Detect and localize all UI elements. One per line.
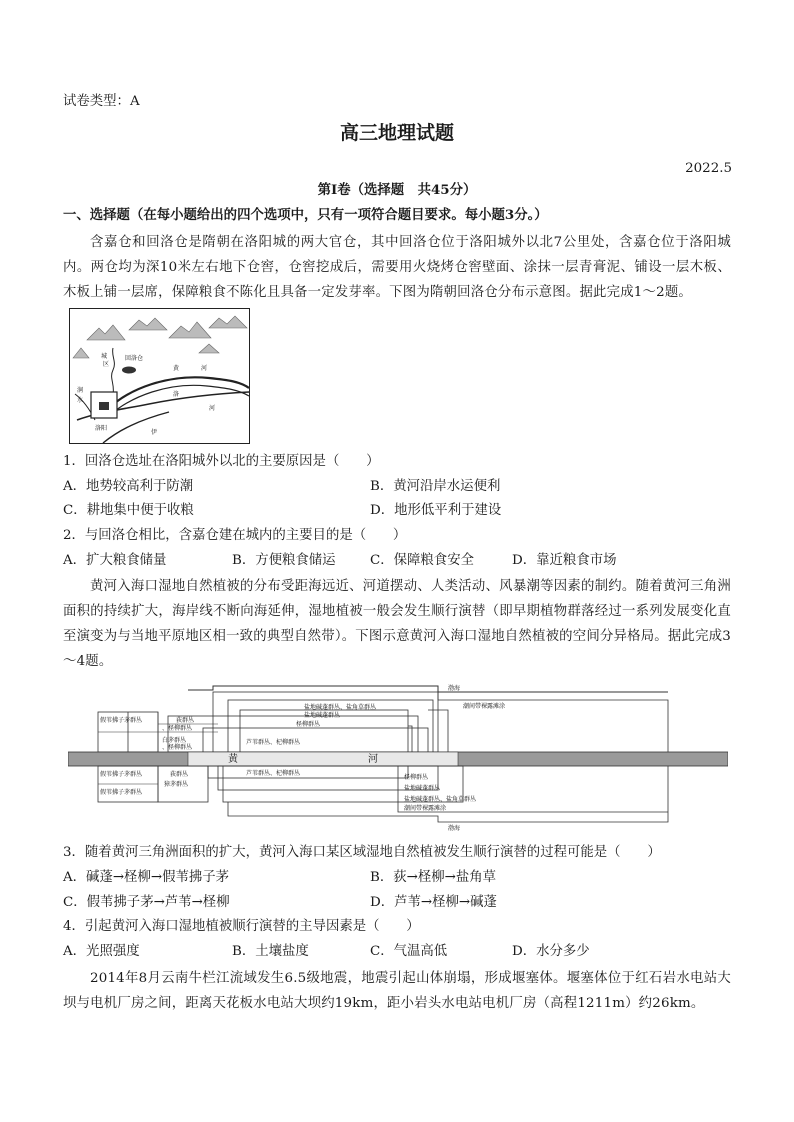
section-heading: 一、选择题（在每小题给出的四个选项中，只有一项符合题目要求。每小题3分。）: [63, 207, 548, 223]
svg-text:洛阳: 洛阳: [95, 425, 108, 432]
svg-text:洛: 洛: [173, 391, 180, 398]
exam-type: 试卷类型：A: [63, 94, 140, 109]
question-3-stem: 3．随着黄河三角洲面积的扩大，黄河入海口某区域湿地自然植被发生顺行演替的过程可能是（ ）: [63, 845, 661, 860]
svg-text:芦苇群丛、杞柳群丛: 芦苇群丛、杞柳群丛: [246, 739, 301, 746]
svg-text:盐地碱蓬群丛: 盐地碱蓬群丛: [404, 785, 441, 792]
question-2-option-c[interactable]: C．保障粮食安全: [370, 553, 474, 568]
svg-text:伊: 伊: [151, 429, 158, 436]
question-3-option-c[interactable]: C．假苇拂子茅→芦苇→柽柳: [63, 895, 230, 910]
question-4-option-d[interactable]: D．水分多少: [512, 944, 590, 959]
svg-text:黄: 黄: [228, 754, 238, 765]
svg-text:水: 水: [77, 397, 84, 404]
wetland-vegetation-diagram: [68, 682, 728, 832]
svg-text:潮间带裸露滩涂: 潮间带裸露滩涂: [404, 805, 447, 812]
passage-granary: 含嘉仓和回洛仓是隋朝在洛阳城的两大官仓，其中回洛仓位于洛阳城外以北7公里处，含嘉仓位于洛阳城内。两仓均为深10米左右地下仓窖，仓窖挖成后，需要用火烧烤仓窖壁面、涂抹一层青膏泥、铺设一层木板、木板上铺一层席，保障粮食不陈化且具备一定发芽率。下图为隋朝回洛仓分布示意图。据此完成1～2题。: [63, 235, 731, 300]
svg-text:假苇拂子茅群丛: 假苇拂子茅群丛: [100, 771, 143, 778]
huiluocang-marker: [122, 367, 136, 374]
question-1-option-d[interactable]: D．地形低平利于建设: [370, 503, 502, 518]
svg-text:潮间带裸露滩涂: 潮间带裸露滩涂: [463, 703, 506, 710]
passage-wetland: 黄河入海口湿地自然植被的分布受距海远近、河道摆动、人类活动、风暴潮等因素的制约。随着黄河三角洲面积的持续扩大，海岸线不断向海延伸，湿地植被一般会发生顺行演替（即早期植物群落经过一系列发展变化直至演变为与当地平原地区相一致的典型自然带）。下图示意黄河入海口湿地自然植被的空间分异格局。据此完成3～4题。: [63, 579, 731, 669]
question-3-option-d[interactable]: D．芦苇→柽柳→碱蓬: [370, 895, 497, 910]
passage-landslide: 2014年8月云南牛栏江流域发生6.5级地震，地震引起山体崩塌，形成堰塞体。堰塞体位于红石岩水电站大坝与电机厂房之间，距离天花板水电站大坝约19km，距小岩头水电站电机厂房（高程1211m）约26km。: [63, 971, 731, 1011]
question-4-option-a[interactable]: A．光照强度: [63, 944, 140, 959]
question-1-option-b[interactable]: B．黄河沿岸水运便利: [370, 479, 501, 494]
svg-text:柽柳群丛: 柽柳群丛: [404, 774, 429, 781]
question-4-option-b[interactable]: B．土壤盐度: [232, 944, 309, 959]
svg-text:回洛仓: 回洛仓: [125, 355, 144, 362]
question-3-option-a[interactable]: A．碱蓬→柽柳→假苇拂子茅: [63, 870, 230, 885]
svg-text:荻群丛: 荻群丛: [176, 717, 195, 724]
hanjiacang-marker: [99, 402, 109, 410]
svg-text:柽柳群丛: 柽柳群丛: [296, 721, 321, 728]
exam-date: 2022.5: [685, 161, 732, 176]
question-1-option-a[interactable]: A．地势较高利于防潮: [63, 479, 194, 494]
svg-text:芦苇群丛、杞柳群丛: 芦苇群丛、杞柳群丛: [246, 770, 301, 777]
svg-text:獐茅群丛: 獐茅群丛: [164, 781, 189, 788]
huiluocang-map: [69, 308, 250, 444]
question-1-option-c[interactable]: C．耕地集中便于收粮: [63, 503, 194, 518]
question-2-option-a[interactable]: A．扩大粮食储量: [63, 553, 167, 568]
svg-text:区: 区: [103, 361, 110, 368]
svg-text:假苇拂子茅群丛: 假苇拂子茅群丛: [100, 717, 143, 724]
svg-text:盐地碱蓬群丛、盐角草群丛: 盐地碱蓬群丛、盐角草群丛: [304, 704, 377, 711]
svg-text:河: 河: [201, 365, 208, 372]
question-1-stem: 1．回洛仓选址在洛阳城外以北的主要原因是（ ）: [63, 454, 380, 469]
svg-text:荻群丛: 荻群丛: [170, 771, 189, 778]
svg-text:河: 河: [209, 405, 216, 412]
svg-text:渤海: 渤海: [448, 685, 461, 692]
question-4-stem: 4．引起黄河入海口湿地植被顺行演替的主导因素是（ ）: [63, 919, 420, 934]
question-3-option-b[interactable]: B．荻→柽柳→盐角草: [370, 870, 497, 885]
svg-text:盐地碱蓬群丛、盐角草群丛: 盐地碱蓬群丛、盐角草群丛: [404, 796, 477, 803]
svg-text:假苇拂子茅群丛: 假苇拂子茅群丛: [100, 789, 143, 796]
question-4-option-c[interactable]: C．气温高低: [370, 944, 448, 959]
page-title: 高三地理试题: [339, 122, 454, 144]
question-2-option-b[interactable]: B．方便粮食储运: [232, 553, 336, 568]
svg-text:河: 河: [368, 754, 378, 765]
part-heading: 第Ⅰ卷（选择题 共45分）: [317, 182, 477, 198]
svg-text:、柽柳群丛: 、柽柳群丛: [162, 744, 193, 751]
svg-text:渤海: 渤海: [448, 825, 461, 832]
svg-text:黄: 黄: [173, 365, 180, 372]
svg-text:、柽柳群丛: 、柽柳群丛: [162, 725, 193, 732]
svg-text:城: 城: [101, 353, 108, 360]
svg-text:涧: 涧: [77, 387, 84, 394]
svg-text:白茅群丛: 白茅群丛: [162, 737, 187, 744]
svg-text:盐地碱蓬群丛: 盐地碱蓬群丛: [304, 712, 341, 719]
question-2-stem: 2．与回洛仓相比，含嘉仓建在城内的主要目的是（ ）: [63, 528, 407, 543]
question-2-option-d[interactable]: D．靠近粮食市场: [512, 553, 617, 568]
